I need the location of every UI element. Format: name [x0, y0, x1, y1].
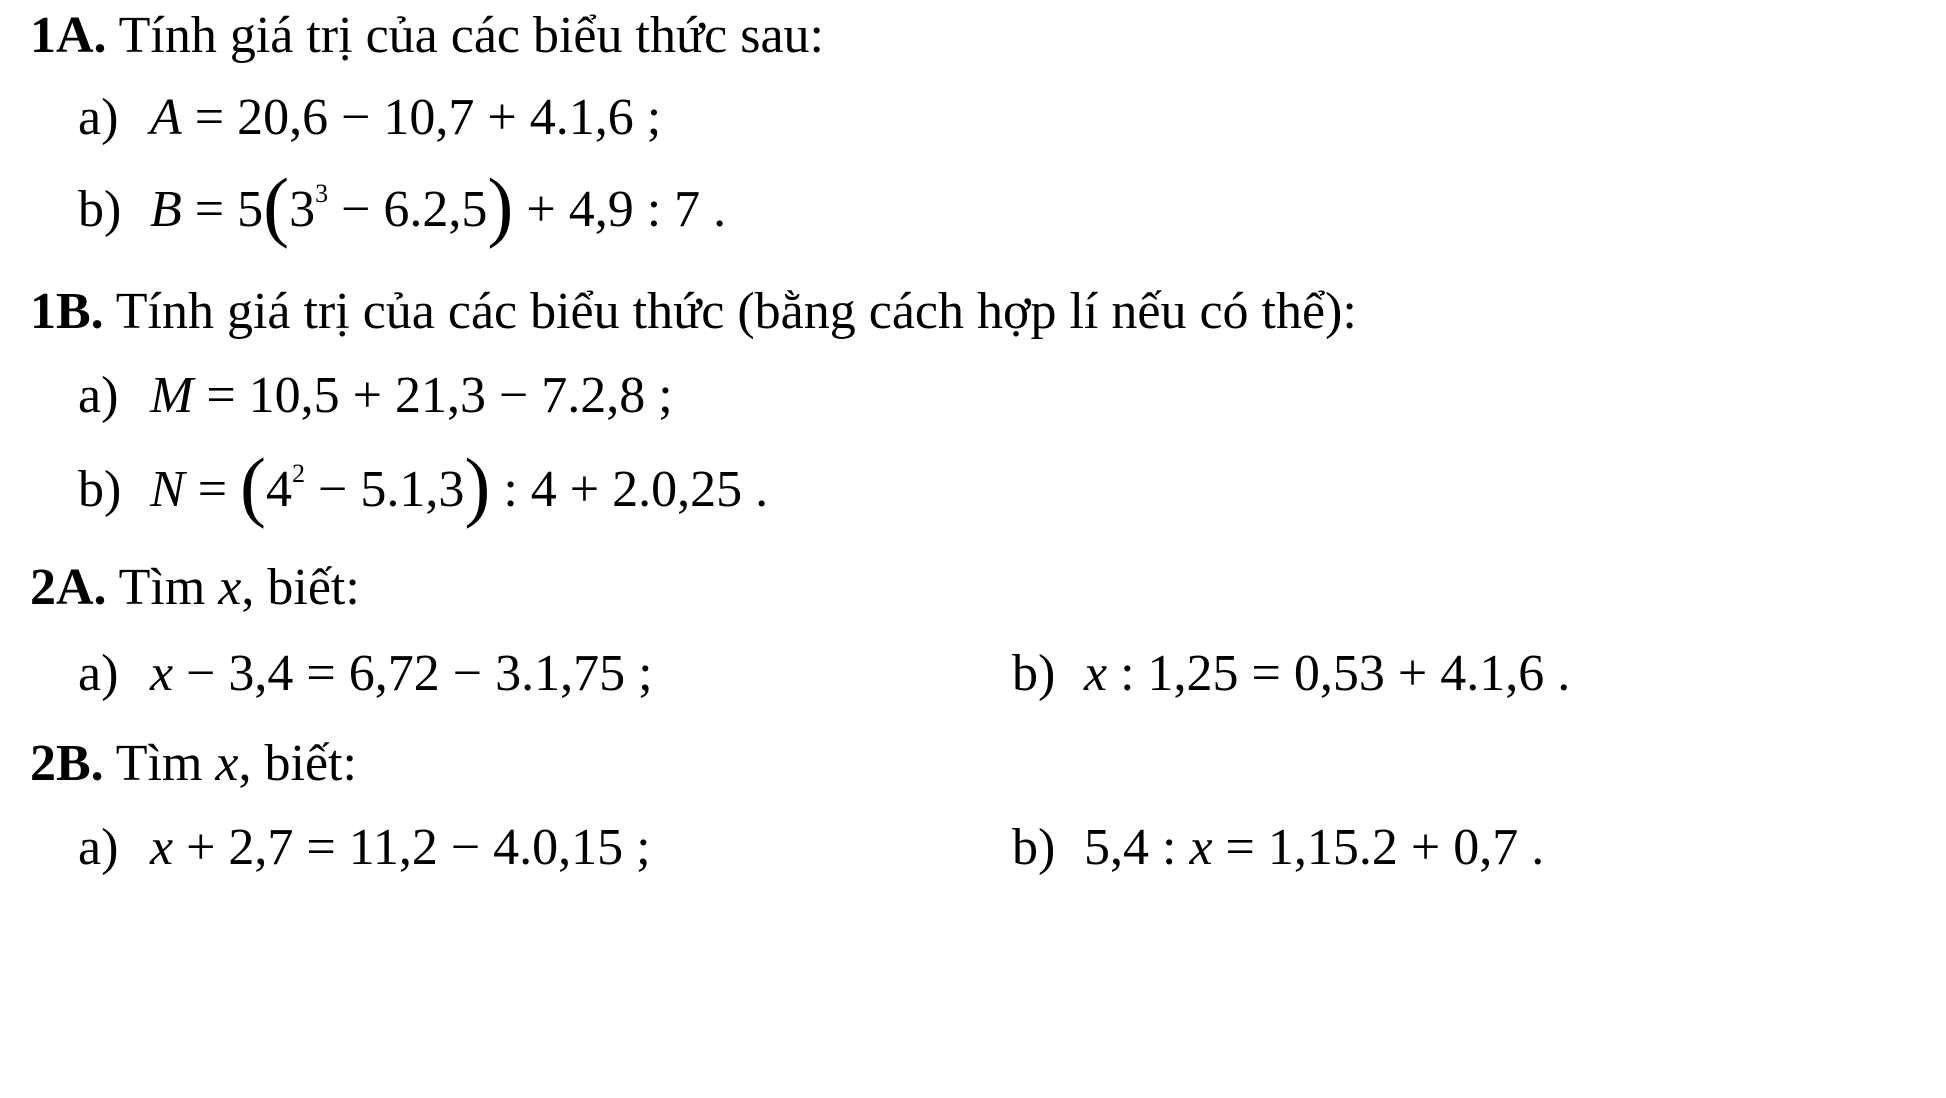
- expression: [150, 645, 653, 702]
- problem-2a-a: [78, 644, 653, 704]
- expression: [1084, 819, 1544, 876]
- inner-expression: − 6.2,5: [328, 181, 488, 238]
- variable: x: [215, 735, 239, 792]
- expression-body: : 1,25 = 0,53 + 4.1,6 .: [1107, 645, 1571, 702]
- expression-body: 20,6 − 10,7 + 4.1,6 ;: [237, 89, 662, 146]
- right-paren: ): [487, 162, 514, 249]
- section-heading-1a: [30, 6, 824, 66]
- section-heading-2a: [30, 558, 360, 618]
- equals-sign: =: [197, 461, 228, 518]
- equals-sign: =: [194, 181, 225, 238]
- expression-tail: : 4 + 2.0,25 .: [490, 461, 769, 518]
- exponent: 2: [292, 458, 305, 488]
- variable: M: [150, 367, 194, 424]
- problem-1a-a: [78, 88, 661, 148]
- item-label: a): [78, 819, 119, 876]
- problem-1a-b: [78, 162, 727, 249]
- expression-tail: + 4,9 : 7 .: [513, 181, 727, 238]
- item-label: a): [78, 645, 119, 702]
- variable: A: [150, 89, 182, 146]
- expression: [150, 819, 651, 876]
- variable: x: [150, 645, 174, 702]
- expression: [150, 367, 673, 424]
- section-text: Tính giá trị của các biểu thức (bằng cách hợp lí nếu có thể):: [103, 283, 1357, 340]
- section-text-rest: , biết:: [238, 735, 357, 792]
- section-heading-2b: [30, 734, 357, 794]
- item-label: a): [78, 367, 119, 424]
- coefficient: 5: [237, 181, 264, 238]
- section-number: 2A.: [30, 559, 107, 616]
- variable: x: [150, 819, 174, 876]
- variable: N: [150, 461, 185, 518]
- variable: x: [1189, 819, 1213, 876]
- section-text: Tìm: [103, 735, 216, 792]
- equals-sign: =: [206, 367, 236, 424]
- section-number: 2B.: [30, 735, 104, 792]
- problem-1b-b: [78, 442, 769, 529]
- expression-body: 10,5 + 21,3 − 7.2,8 ;: [248, 367, 673, 424]
- expression-body: + 2,7 = 11,2 − 4.0,15 ;: [173, 819, 651, 876]
- expression: [150, 442, 769, 529]
- left-paren: (: [240, 442, 266, 529]
- expression: [150, 89, 661, 146]
- expression-body: = 1,15.2 + 0,7 .: [1212, 819, 1545, 876]
- exponent: 3: [315, 178, 329, 208]
- expression-head: 5,4 :: [1084, 819, 1190, 876]
- inner-expression: − 5.1,3: [305, 461, 465, 518]
- item-label: b): [1012, 645, 1056, 702]
- problem-2a-b: [1012, 644, 1570, 704]
- power-base: 3: [289, 181, 316, 238]
- problem-2b-a: [78, 818, 651, 878]
- problem-1b-a: [78, 366, 673, 426]
- problem-2b-b: [1012, 818, 1544, 878]
- section-number: 1A.: [30, 7, 107, 64]
- variable: x: [1084, 645, 1108, 702]
- item-label: b): [1012, 819, 1056, 876]
- expression: [150, 162, 727, 249]
- expression: [1084, 645, 1570, 702]
- equals-sign: =: [194, 89, 225, 146]
- section-number: 1B.: [30, 283, 104, 340]
- section-heading-1b: [30, 282, 1357, 342]
- power-base: 4: [266, 461, 292, 518]
- section-text: Tính giá trị của các biểu thức sau:: [106, 7, 824, 64]
- item-label: b): [78, 181, 122, 238]
- section-text: Tìm: [106, 559, 219, 616]
- item-label: a): [78, 89, 119, 146]
- section-text-rest: , biết:: [241, 559, 360, 616]
- right-paren: ): [464, 442, 491, 529]
- expression-body: − 3,4 = 6,72 − 3.1,75 ;: [173, 645, 653, 702]
- variable: x: [218, 559, 242, 616]
- left-paren: (: [263, 162, 290, 249]
- item-label: b): [78, 461, 122, 518]
- variable: B: [150, 181, 182, 238]
